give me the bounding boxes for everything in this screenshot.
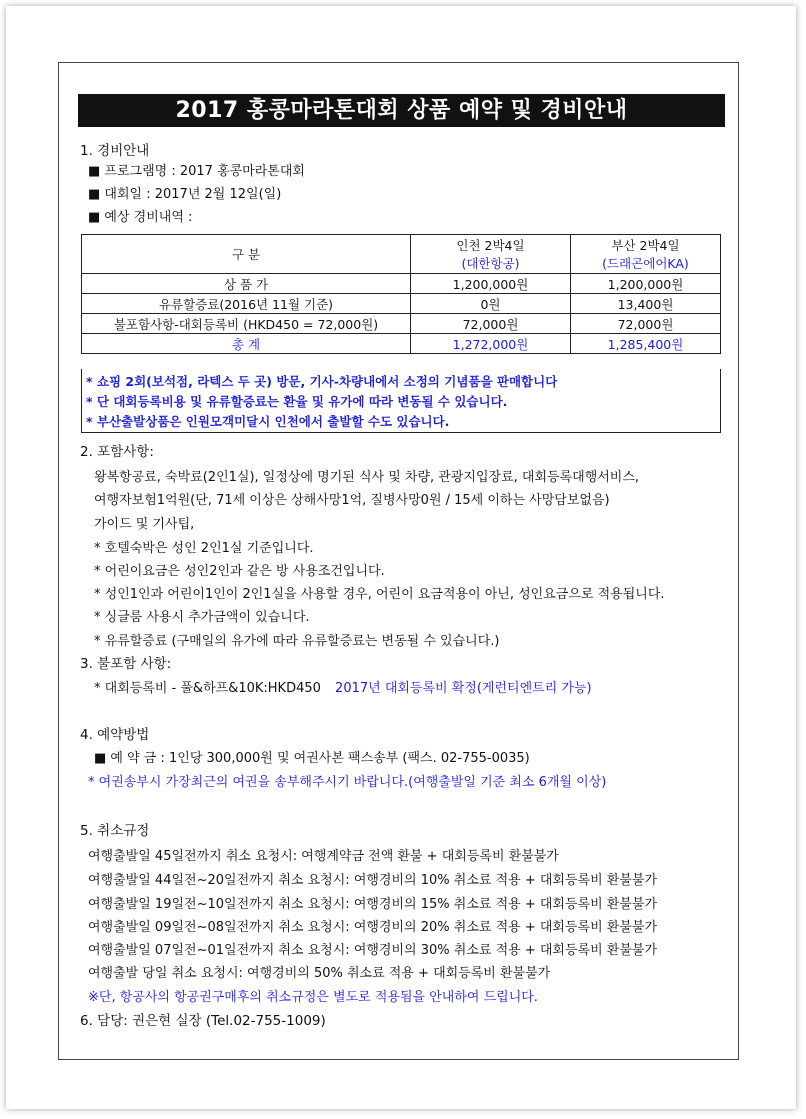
section5-heading: 5. 취소규정 — [80, 823, 150, 839]
included-bullet: * 어린이요금은 성인2인과 같은 방 사용조건입니다. — [94, 564, 385, 579]
row-incheon: 0원 — [411, 294, 571, 314]
row-busan: 13,400원 — [571, 294, 721, 314]
header-incheon-line1: 인천 2박4일 — [456, 238, 525, 253]
cancel-rule: 여행출발일 19일전~10일전까지 취소 요청시: 여행경비의 15% 취소료 적용 + 대회등록비 환불불가 — [88, 897, 657, 912]
included-bullet: * 싱글룸 사용시 추가금액이 있습니다. — [94, 610, 310, 625]
section1-heading: 1. 경비안내 — [80, 143, 150, 159]
header-busan — [571, 235, 721, 274]
event-date: ■ 대회일 : 2017년 2월 12일(일) — [88, 187, 282, 202]
header-incheon-line2: (대한항공) — [461, 256, 520, 271]
fee-notes-box — [81, 369, 721, 433]
contact-info: 6. 담당: 권은현 실장 (Tel.02-755-1009) — [80, 1013, 326, 1029]
table-row — [82, 274, 721, 294]
included-line: 여행자보험1억원(단, 71세 이상은 상해사망1억, 질병사망0원 / 15세 이하는 사망담보없음) — [94, 493, 610, 508]
cancel-rule: 여행출발 당일 취소 요청시: 여행경비의 50% 취소료 적용 + 대회등록비 환불불가 — [88, 966, 551, 981]
program-name: ■ 프로그램명 : 2017 홍콩마라톤대회 — [88, 164, 305, 179]
deposit-info: ■ 예 약 금 : 1인당 300,000원 및 여권사본 팩스송부 (팩스. 02-755-0035) — [94, 751, 530, 766]
included-line: 왕복항공료, 숙박료(2인1실), 일정상에 명기된 식사 및 차량, 관광지입장료, 대회등록대행서비스, — [94, 470, 640, 485]
page-title: 2017 홍콩마라톤대회 상품 예약 및 경비안내 — [78, 94, 725, 127]
included-bullet: * 유류할증료 (구매일의 유가에 따라 유류할증료는 변동될 수 있습니다.) — [94, 634, 500, 649]
header-busan-line2: (드래곤에어KA) — [602, 256, 689, 271]
fee-note: * 부산출발상품은 인원모객미달시 인천에서 출발할 수도 있습니다. — [86, 414, 450, 429]
expense-label: ■ 예상 경비내역 : — [88, 210, 193, 225]
row-label: 유류할증료(2016년 11월 기준) — [82, 294, 411, 314]
total-busan: 1,285,400원 — [571, 334, 721, 354]
header-incheon — [411, 235, 571, 274]
excluded-fee-note: 2017년 대회등록비 확정(게런티엔트리 가능) — [335, 681, 592, 696]
total-row — [82, 334, 721, 354]
excluded-fee: * 대회등록비 - 풀&하프&10K:HKD450 — [94, 681, 321, 696]
fee-table — [81, 234, 721, 354]
cancel-rule: 여행출발일 45일전까지 취소 요청시: 여행계약금 전액 환불 + 대회등록비 환불불가 — [88, 849, 559, 864]
header-label: 구 분 — [82, 235, 411, 274]
passport-note: * 여권송부시 가장최근의 여권을 송부해주시기 바랍니다.(여행출발일 기준 최소 6개월 이상) — [88, 775, 607, 790]
cancel-note: ※단, 항공사의 항공권구매후의 취소규정은 별도로 적용됨을 안내하여 드립니다. — [88, 990, 538, 1005]
row-label: 상 품 가 — [82, 274, 411, 294]
cancel-rule: 여행출발일 09일전~08일전까지 취소 요청시: 여행경비의 20% 취소료 적용 + 대회등록비 환불불가 — [88, 920, 657, 935]
row-busan: 1,200,000원 — [571, 274, 721, 294]
cancel-rule: 여행출발일 44일전~20일전까지 취소 요청시: 여행경비의 10% 취소료 적용 + 대회등록비 환불불가 — [88, 873, 657, 888]
included-bullet: * 호텔숙박은 성인 2인1실 기준입니다. — [94, 541, 314, 556]
row-incheon: 1,200,000원 — [411, 274, 571, 294]
fee-note: * 단 대회등록비용 및 유류할증료는 환율 및 유가에 따라 변동될 수 있습니다. — [86, 394, 508, 409]
header-busan-line1: 부산 2박4일 — [611, 238, 680, 253]
cancel-rule: 여행출발일 07일전~01일전까지 취소 요청시: 여행경비의 30% 취소료 적용 + 대회등록비 환불불가 — [88, 943, 657, 958]
section2-heading: 2. 포함사항: — [80, 444, 154, 460]
section4-heading: 4. 예약방법 — [80, 727, 150, 743]
fee-note: * 쇼핑 2회(보석점, 라텍스 두 곳) 방문, 기사-차량내에서 소정의 기념품을 판매합니다 — [86, 374, 558, 389]
section3-heading: 3. 불포함 사항: — [80, 656, 172, 672]
excluded-line — [94, 681, 592, 697]
row-incheon: 72,000원 — [411, 314, 571, 334]
fee-table-header — [82, 235, 721, 274]
total-label: 총 계 — [82, 334, 411, 354]
table-row — [82, 314, 721, 334]
total-incheon: 1,272,000원 — [411, 334, 571, 354]
included-bullet: * 성인1인과 어린이1인이 2인1실을 사용할 경우, 어린이 요금적용이 아닌, 성인요금으로 적용됩니다. — [94, 587, 665, 602]
table-row — [82, 294, 721, 314]
row-busan: 72,000원 — [571, 314, 721, 334]
row-label: 불포함사항-대회등록비 (HKD450 = 72,000원) — [82, 314, 411, 334]
included-line: 가이드 및 기사팁, — [94, 517, 195, 532]
